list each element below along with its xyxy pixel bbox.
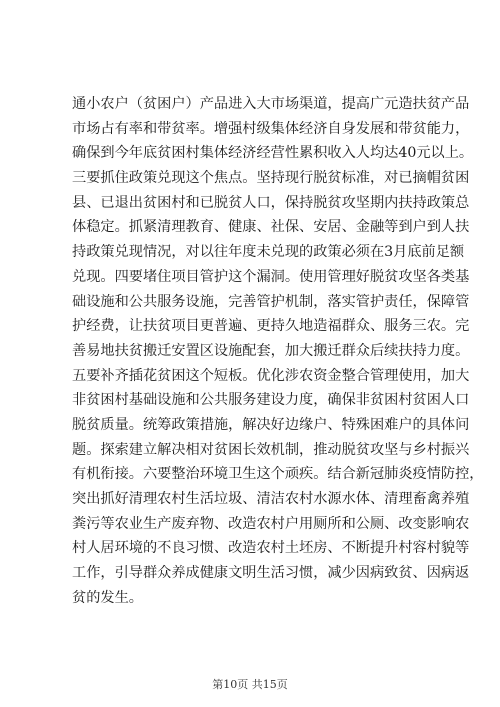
text-line: 五要补齐插花贫困这个短板。优化涉农资金整合管理使用，加大 (72, 367, 470, 384)
text-line: 脱贫质量。统筹政策措施，解决好边缘户、特殊困难户的具体问 (72, 416, 470, 433)
text-line: 确保到今年底贫困村集体经济经营性累积收入人均达40元以上。 (72, 145, 474, 162)
text-line: 持政策兑现情况，对以往年度未兑现的政策必须在3月底前足额 (72, 244, 465, 261)
text-line: 有机衔接。六要整治环境卫生这个顽疾。结合新冠肺炎疫情防控， (72, 466, 484, 483)
text-line: 非贫困村基础设施和公共服务建设力度，确保非贫困村贫困人口 (72, 392, 470, 409)
text-line: 粪污等农业生产废弃物、改造农村户用厕所和公厕、改变影响农 (72, 515, 470, 532)
text-line: 贫的发生。 (72, 589, 143, 606)
text-line: 村人居环境的不良习惯、改造农村土坯房、不断提升村容村貌等 (72, 540, 470, 557)
text-line: 工作，引导群众养成健康文明生活习惯，减少因病致贫、因病返 (72, 565, 470, 582)
text-line: 突出抓好清理农村生活垃圾、清洁农村水源水体、清理畜禽养殖 (72, 491, 470, 507)
text-line: 体稳定。抓紧清理教育、健康、社保、安居、金融等到户到人扶 (72, 219, 470, 236)
page-number: 第10页 共15页 (212, 678, 288, 691)
text-line: 题。探索建立解决相对贫困长效机制，推动脱贫攻坚与乡村振兴 (72, 441, 470, 458)
text-line: 通小农户（贫困户）产品进入大市场渠道，提高广元造扶贫产品 (72, 96, 470, 112)
body-text (72, 92, 484, 610)
text-line: 护经费，让扶贫项目更普遍、更持久地造福群众、服务三农。完 (72, 318, 470, 335)
text-line: 三要抓住政策兑现这个焦点。坚持现行脱贫标准，对已摘帽贫困 (72, 170, 470, 187)
text-line: 础设施和公共服务设施，完善管护机制，落实管护责任，保障管 (72, 293, 470, 310)
text-line: 善易地扶贫搬迁安置区设施配套，加大搬迁群众后续扶持力度。 (72, 342, 470, 359)
text-line: 市场占有率和带贫率。增强村级集体经济自身发展和带贫能力， (72, 120, 470, 137)
text-line: 县、已退出贫困村和已脱贫人口，保持脱贫攻坚期内扶持政策总 (72, 194, 470, 211)
text-line: 兑现。四要堵住项目管护这个漏洞。使用管理好脱贫攻坚各类基 (72, 268, 470, 285)
